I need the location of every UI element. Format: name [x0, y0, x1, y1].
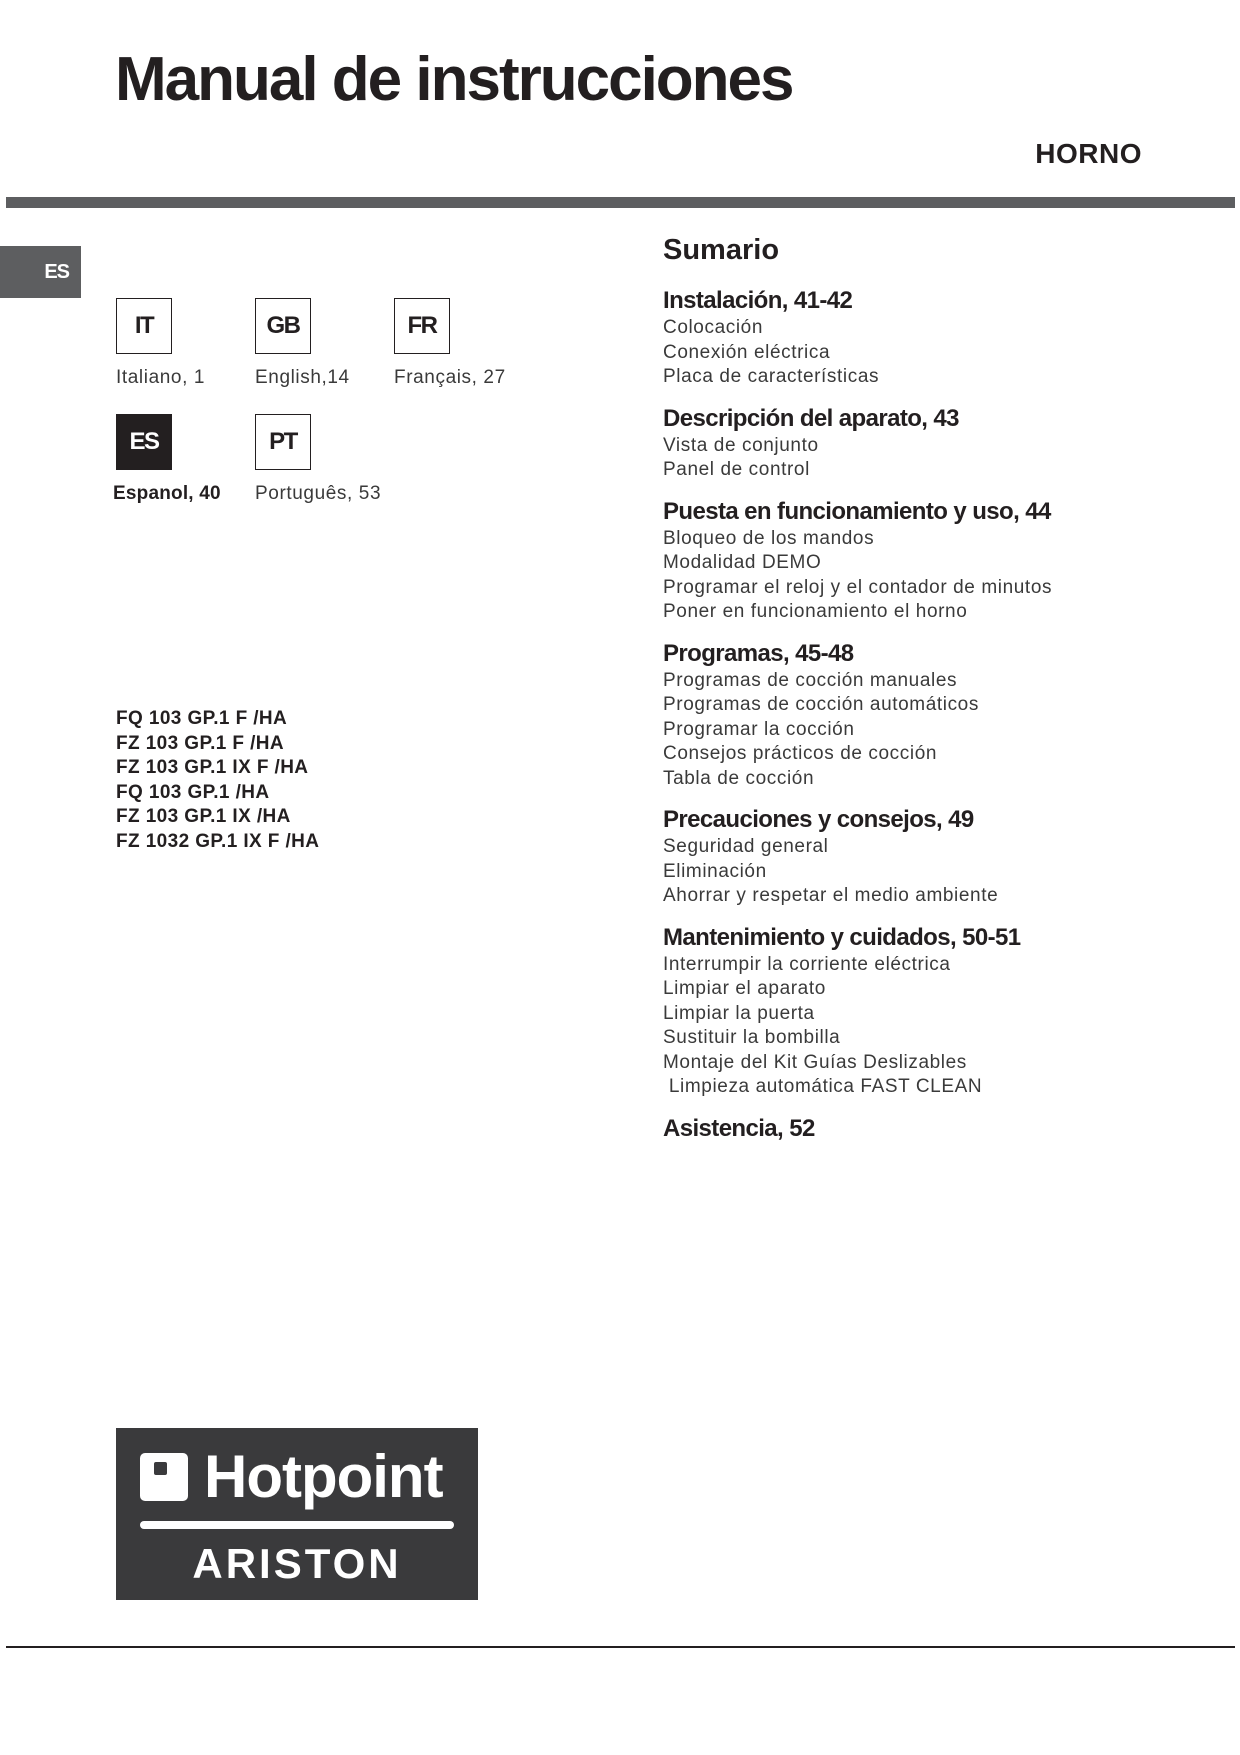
- logo-square-icon: [140, 1453, 188, 1501]
- toc-section-mantenimiento: [663, 923, 1223, 1100]
- toc-item: Panel de control: [663, 459, 810, 480]
- logo-sub-text: ARISTON: [192, 1540, 402, 1587]
- language-pt[interactable]: [255, 414, 455, 505]
- language-label: Français, 27: [394, 367, 506, 388]
- language-label: Italiano, 1: [116, 367, 205, 388]
- language-label: Português, 53: [255, 483, 382, 504]
- toc-section-precauciones: [663, 805, 1223, 909]
- language-label: Espanol, 40: [113, 483, 221, 504]
- toc-section-programas: [663, 639, 1223, 792]
- summary-title: Sumario: [663, 234, 780, 266]
- toc-item: Eliminación: [663, 860, 767, 882]
- toc-item: Bloqueo de los mandos: [663, 527, 875, 549]
- toc-item: Limpieza automática FAST CLEAN: [663, 1076, 983, 1097]
- toc-heading[interactable]: Mantenimiento y cuidados, 50-51: [663, 923, 1021, 951]
- logo-divider: [140, 1521, 454, 1529]
- toc-item: Poner en funcionamiento el horno: [663, 601, 968, 622]
- model-item: FZ 103 GP.1 IX F /HA: [116, 757, 309, 779]
- logo-brand-text: Hotpoint: [204, 1443, 443, 1510]
- toc-item: Limpiar el aparato: [663, 978, 826, 999]
- toc-heading[interactable]: Puesta en funcionamiento y uso, 44: [663, 497, 1051, 525]
- model-list: [116, 707, 319, 855]
- toc-item: Programas de cocción automáticos: [663, 694, 979, 715]
- toc-heading[interactable]: Asistencia, 52: [663, 1114, 815, 1142]
- model-item: FZ 103 GP.1 F /HA: [116, 732, 285, 754]
- toc-item: Ahorrar y respetar el medio ambiente: [663, 885, 999, 906]
- language-label: English,14: [255, 367, 350, 388]
- toc-heading[interactable]: Precauciones y consejos, 49: [663, 806, 974, 833]
- language-code-box: GB: [255, 298, 311, 354]
- toc-heading[interactable]: Instalación, 41-42: [663, 287, 853, 314]
- toc-item: Programar la cocción: [663, 718, 855, 740]
- toc-heading[interactable]: Programas, 45-48: [663, 639, 854, 667]
- model-item: FZ 1032 GP.1 IX F /HA: [116, 830, 320, 852]
- model-item: FQ 103 GP.1 /HA: [116, 781, 270, 803]
- product-type: HORNO: [1035, 138, 1142, 169]
- toc-item: Programas de cocción manuales: [663, 669, 958, 691]
- toc-section-instalacion: [663, 286, 1223, 390]
- toc-item: Placa de características: [663, 366, 880, 387]
- language-code-box: PT: [255, 414, 311, 470]
- model-item: FZ 103 GP.1 IX /HA: [116, 806, 291, 828]
- toc-item: Sustituir la bombilla: [663, 1027, 841, 1048]
- toc-item: Limpiar la puerta: [663, 1002, 815, 1024]
- toc-item: Tabla de cocción: [663, 767, 815, 789]
- footer-divider: [6, 1646, 1235, 1648]
- toc-item: Conexión eléctrica: [663, 341, 831, 363]
- toc-section-puesta: [663, 497, 1223, 625]
- toc-item: Seguridad general: [663, 836, 829, 857]
- toc-section-asistencia: [663, 1114, 1223, 1144]
- document-title: Manual de instrucciones: [115, 45, 793, 114]
- model-item: FQ 103 GP.1 F /HA: [116, 708, 288, 729]
- toc-item: Modalidad DEMO: [663, 552, 822, 573]
- language-code-box: IT: [116, 298, 172, 354]
- toc-item: Colocación: [663, 317, 763, 338]
- table-of-contents: [663, 230, 1223, 1158]
- toc-item: Programar el reloj y el contador de minutos: [663, 576, 1053, 598]
- toc-item: Vista de conjunto: [663, 434, 819, 456]
- language-code-box: ES: [116, 414, 172, 470]
- toc-item: Montaje del Kit Guías Deslizables: [663, 1051, 967, 1073]
- header-divider: [6, 197, 1235, 208]
- language-side-tab: ES: [0, 246, 81, 298]
- language-code-box: FR: [394, 298, 450, 354]
- brand-logo: [116, 1428, 478, 1600]
- toc-item: Interrumpir la corriente eléctrica: [663, 953, 951, 975]
- language-fr[interactable]: [394, 298, 594, 389]
- toc-item: Consejos prácticos de cocción: [663, 743, 938, 764]
- toc-heading[interactable]: Descripción del aparato, 43: [663, 404, 959, 432]
- toc-section-descripcion: [663, 404, 1223, 483]
